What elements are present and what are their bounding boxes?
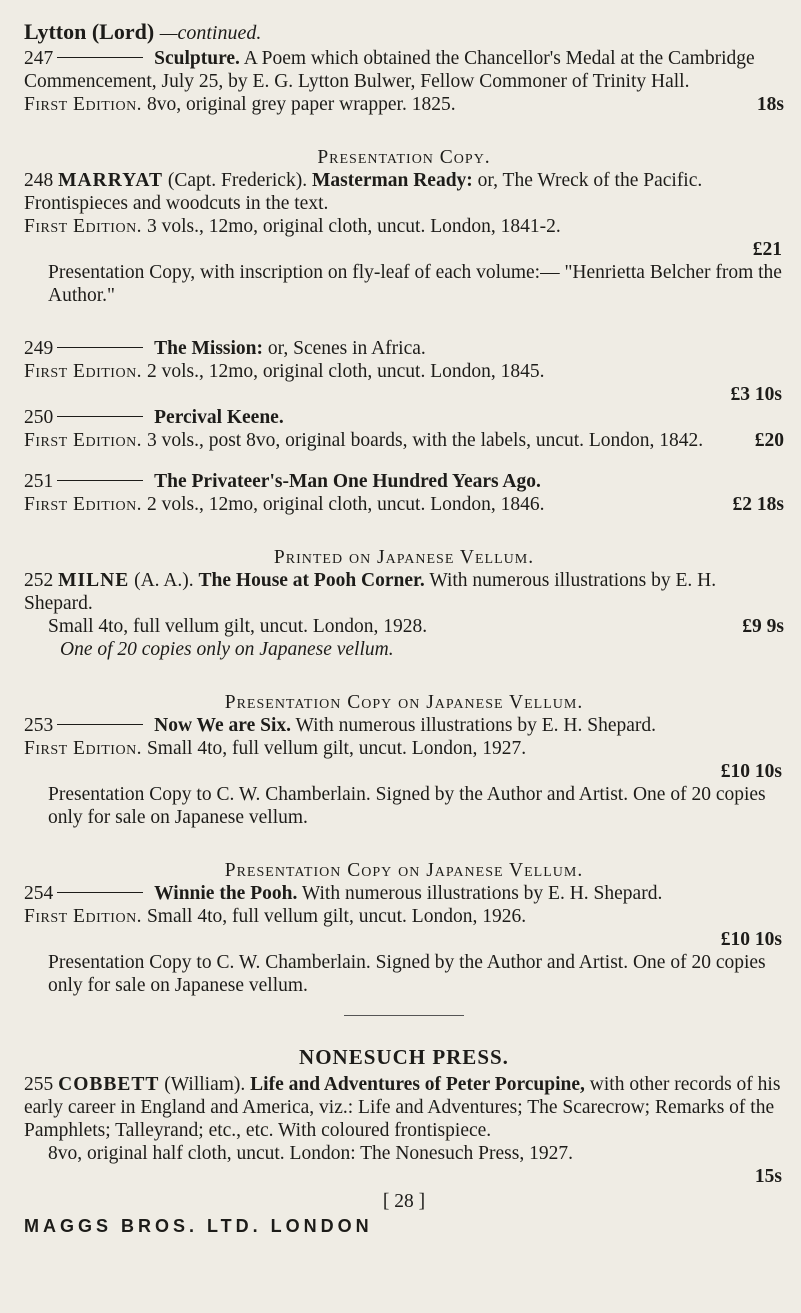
entry-title: Life and Adventures of Peter Porcupine, bbox=[250, 1074, 585, 1095]
ditto-dash bbox=[57, 347, 143, 348]
entry-details: 2 vols., 12mo, original cloth, uncut. London, 1846. bbox=[146, 494, 545, 515]
entry-title: The House at Pooh Corner. bbox=[198, 570, 425, 591]
edition-label: First Edition. bbox=[24, 494, 143, 515]
entry-note: Presentation Copy to C. W. Chamberlain. Signed by the Author and Artist. One of 20 copies only for sale on Japanese vellum. bbox=[48, 784, 766, 828]
entry-details: Small 4to, full vellum gilt, uncut. London, 1927. bbox=[146, 738, 527, 759]
presentation-heading: Presentation Copy on Japanese Vellum. bbox=[224, 860, 584, 881]
section-divider bbox=[344, 1015, 464, 1016]
lot-number: 252 bbox=[24, 570, 54, 591]
edition-label: First Edition. bbox=[24, 216, 143, 237]
presentation-heading: Presentation Copy on Japanese Vellum. bbox=[224, 692, 584, 713]
catalogue-page bbox=[24, 20, 784, 1238]
entry-details: Small 4to, full vellum gilt, uncut. London, 1926. bbox=[146, 906, 527, 927]
edition-label: First Edition. bbox=[24, 906, 143, 927]
lot-number: 254 bbox=[24, 883, 54, 904]
ditto-dash bbox=[57, 416, 143, 417]
entry-details: 2 vols., 12mo, original cloth, uncut. London, 1845. bbox=[146, 361, 545, 382]
entry-title: Percival Keene. bbox=[154, 407, 284, 428]
entry-author-detail: (Capt. Frederick). bbox=[167, 170, 308, 191]
page-number: [ 28 ] bbox=[382, 1191, 426, 1212]
catalogue-entry-251 bbox=[24, 470, 784, 516]
header-continued: —continued. bbox=[159, 22, 262, 44]
lot-number: 247 bbox=[24, 48, 54, 69]
entry-price: £21 bbox=[752, 239, 782, 260]
entry-price: £10 10s bbox=[720, 929, 782, 950]
entry-title: Winnie the Pooh. bbox=[154, 883, 298, 904]
edition-label: First Edition. bbox=[24, 430, 143, 451]
catalogue-entry-254 bbox=[24, 882, 784, 997]
entry-price: £20 bbox=[754, 430, 784, 451]
entry-note: One of 20 copies only on Japanese vellum. bbox=[60, 639, 394, 660]
entry-details: 3 vols., post 8vo, original boards, with the labels, uncut. London, 1842. bbox=[146, 430, 704, 451]
catalogue-entry-253 bbox=[24, 714, 784, 829]
entry-description: or, Scenes in Africa. bbox=[267, 338, 426, 359]
catalogue-entry-247 bbox=[24, 47, 784, 116]
entry-title: Masterman Ready: bbox=[311, 170, 473, 191]
running-header bbox=[24, 20, 784, 45]
entry-title: The Privateer's-Man One Hundred Years Ago. bbox=[154, 471, 541, 492]
entry-price: £3 10s bbox=[730, 384, 782, 405]
entry-price: 18s bbox=[756, 94, 784, 115]
entry-title: Now We are Six. bbox=[154, 715, 291, 736]
entry-author-detail: (William). bbox=[164, 1074, 246, 1095]
entry-details: 8vo, original grey paper wrapper. 1825. bbox=[146, 94, 456, 115]
edition-label: First Edition. bbox=[24, 361, 143, 382]
entry-description: with other records of his early career in England and America, viz.: Life and Adventures; The Scarecrow; Remarks of the Pamphlets; Talleyrand; etc., etc. With coloured frontispiece. bbox=[24, 1074, 781, 1141]
entry-title: The Mission: bbox=[154, 338, 264, 359]
ditto-dash bbox=[57, 724, 143, 725]
entry-author-detail: (A. A.). bbox=[134, 570, 194, 591]
presentation-heading: Printed on Japanese Vellum. bbox=[273, 547, 535, 568]
entry-description: A Poem which obtained the Chancellor's Medal at the Cambridge Commencement, July 25, by E. G. Lytton Bulwer, Fellow Commoner of Trinity Hall. bbox=[24, 48, 755, 92]
entry-description: With numerous illustrations by E. H. Shepard. bbox=[301, 883, 663, 904]
catalogue-entry-255 bbox=[24, 1073, 784, 1188]
edition-label: First Edition. bbox=[24, 94, 143, 115]
presentation-heading: Presentation Copy. bbox=[317, 147, 491, 168]
entry-details: 8vo, original half cloth, uncut. London: The Nonesuch Press, 1927. bbox=[48, 1143, 573, 1164]
lot-number: 250 bbox=[24, 407, 54, 428]
entry-author: COBBETT bbox=[58, 1074, 160, 1095]
header-author: Lytton (Lord) bbox=[24, 19, 155, 44]
entry-details: Small 4to, full vellum gilt, uncut. London, 1928. bbox=[48, 616, 428, 637]
lot-number: 253 bbox=[24, 715, 54, 736]
entry-description: or, The Wreck of the Pacific. Frontispieces and woodcuts in the text. bbox=[24, 170, 703, 214]
entry-price: £2 18s bbox=[732, 494, 784, 515]
entry-author: MILNE bbox=[58, 570, 130, 591]
entry-title: Sculpture. bbox=[154, 48, 240, 69]
ditto-dash bbox=[57, 480, 143, 481]
ditto-dash bbox=[57, 892, 143, 893]
entry-price: 15s bbox=[754, 1166, 782, 1187]
entry-details: 3 vols., 12mo, original cloth, uncut. London, 1841-2. bbox=[146, 216, 561, 237]
catalogue-entry-252 bbox=[24, 569, 784, 661]
catalogue-entry-249 bbox=[24, 337, 784, 406]
publisher-footer: MAGGS BROS. LTD. LONDON bbox=[24, 1216, 373, 1236]
entry-description: With numerous illustrations by E. H. Shepard. bbox=[295, 715, 656, 736]
entry-price: £9 9s bbox=[742, 616, 784, 637]
lot-number: 249 bbox=[24, 338, 54, 359]
section-heading: NONESUCH PRESS. bbox=[299, 1045, 509, 1069]
edition-label: First Edition. bbox=[24, 738, 143, 759]
lot-number: 251 bbox=[24, 471, 54, 492]
catalogue-entry-250 bbox=[24, 406, 784, 452]
entry-note: Presentation Copy to C. W. Chamberlain. Signed by the Author and Artist. One of 20 copies only for sale on Japanese vellum. bbox=[48, 952, 766, 996]
lot-number: 248 bbox=[24, 170, 54, 191]
catalogue-entry-248 bbox=[24, 169, 784, 307]
lot-number: 255 bbox=[24, 1074, 54, 1095]
entry-price: £10 10s bbox=[720, 761, 782, 782]
entry-author: MARRYAT bbox=[58, 170, 164, 191]
entry-note: Presentation Copy, with inscription on fly-leaf of each volume:— "Henrietta Belcher from the Author." bbox=[48, 262, 782, 306]
entry-description: With numerous illustrations by E. H. Shepard. bbox=[24, 570, 717, 614]
ditto-dash bbox=[57, 57, 143, 58]
